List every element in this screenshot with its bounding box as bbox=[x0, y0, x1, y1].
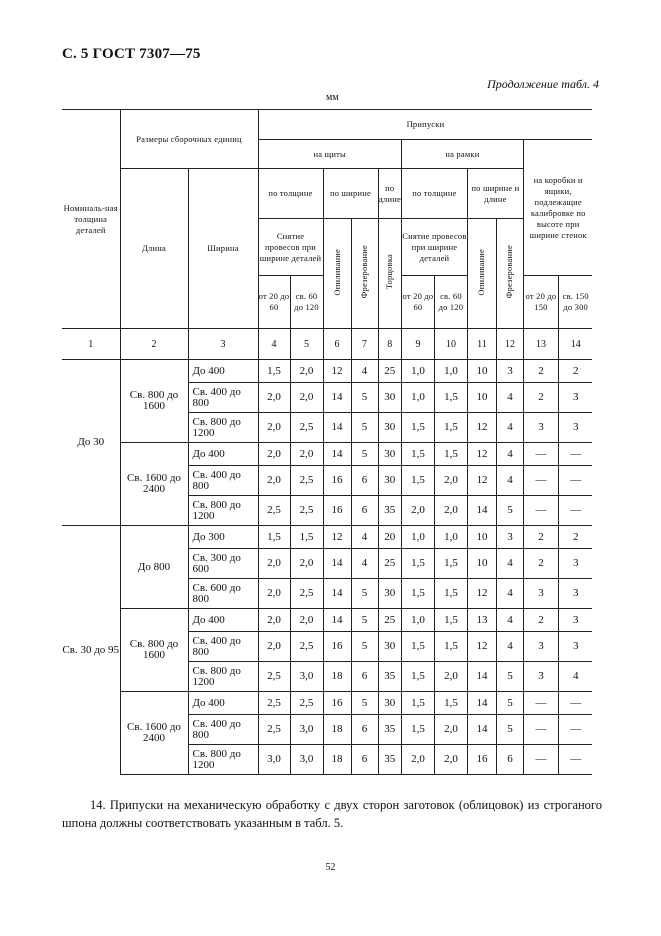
allowance-value-cell: 35 bbox=[378, 496, 401, 526]
allowance-value-cell: 10 bbox=[467, 383, 496, 413]
allowance-value-cell: 2,0 bbox=[434, 745, 467, 775]
allowance-value-cell: 2,0 bbox=[290, 360, 323, 383]
header-width: Ширина bbox=[188, 169, 258, 329]
allowance-value-cell: 6 bbox=[351, 745, 378, 775]
allowance-value-cell: 2 bbox=[558, 360, 592, 383]
allowance-value-cell: 5 bbox=[351, 383, 378, 413]
header-by-width-length-frames: по ширине и длине bbox=[467, 169, 523, 219]
allowance-value-cell: 2 bbox=[523, 549, 558, 579]
allowance-value-cell: 2,0 bbox=[434, 466, 467, 496]
table-continuation-label: Продолжение табл. 4 bbox=[487, 77, 599, 91]
allowance-value-cell: 1,5 bbox=[434, 383, 467, 413]
width-range-cell: Св. 800 до 1200 bbox=[188, 745, 258, 775]
allowance-value-cell: 16 bbox=[467, 745, 496, 775]
column-number: 5 bbox=[290, 329, 323, 360]
allowance-value-cell: 3 bbox=[523, 413, 558, 443]
allowance-value-cell: 6 bbox=[496, 745, 523, 775]
allowance-value-cell: 30 bbox=[378, 466, 401, 496]
allowance-value-cell: 1,5 bbox=[434, 413, 467, 443]
width-range-cell: Св. 300 до 600 bbox=[188, 549, 258, 579]
allowance-value-cell: 2,0 bbox=[401, 745, 434, 775]
allowance-value-cell: 2,5 bbox=[258, 715, 290, 745]
allowance-value-cell: 2 bbox=[523, 383, 558, 413]
allowance-value-cell: 1,5 bbox=[434, 609, 467, 632]
allowance-value-cell: 2,0 bbox=[258, 632, 290, 662]
allowance-value-cell: 14 bbox=[323, 579, 351, 609]
allowance-value-cell: 1,5 bbox=[401, 632, 434, 662]
allowance-value-cell: 14 bbox=[323, 413, 351, 443]
length-range-cell: Св. 800 до 1600 bbox=[120, 609, 188, 692]
header-by-width-panels: по ширине bbox=[323, 169, 378, 219]
allowance-value-cell: 25 bbox=[378, 609, 401, 632]
allowance-value-cell: 12 bbox=[467, 466, 496, 496]
header-on-boxes: на коробки и ящики, подлежащие калибровке по высоте при ширине стенок bbox=[529, 174, 587, 240]
allowance-value-cell: 3 bbox=[496, 526, 523, 549]
allowance-value-cell: 14 bbox=[323, 383, 351, 413]
allowance-value-cell: 12 bbox=[467, 632, 496, 662]
allowance-value-cell: 1,0 bbox=[401, 360, 434, 383]
width-range-cell: До 400 bbox=[188, 360, 258, 383]
allowance-value-cell: 30 bbox=[378, 443, 401, 466]
allowance-value-cell: — bbox=[523, 692, 558, 715]
allowance-value-cell: 4 bbox=[496, 609, 523, 632]
allowance-value-cell: 5 bbox=[351, 692, 378, 715]
allowance-value-cell: 35 bbox=[378, 662, 401, 692]
allowance-value-cell: 3 bbox=[523, 662, 558, 692]
allowance-value-cell: 3,0 bbox=[290, 662, 323, 692]
allowance-value-cell: 5 bbox=[496, 692, 523, 715]
allowance-value-cell: 12 bbox=[467, 579, 496, 609]
allowance-value-cell: 1,5 bbox=[434, 443, 467, 466]
allowance-value-cell: 2,5 bbox=[290, 496, 323, 526]
allowance-value-cell: 2,0 bbox=[290, 443, 323, 466]
allowance-value-cell: 4 bbox=[496, 383, 523, 413]
allowance-value-cell: 1,5 bbox=[434, 579, 467, 609]
allowance-value-cell: 1,5 bbox=[434, 692, 467, 715]
width-range-cell: Св. 400 до 800 bbox=[188, 715, 258, 745]
allowance-value-cell: 16 bbox=[323, 632, 351, 662]
header-length: Длина bbox=[120, 169, 188, 329]
allowance-value-cell: 25 bbox=[378, 360, 401, 383]
header-by-thickness-panels: по толщине bbox=[258, 169, 323, 219]
page-header: С. 5 ГОСТ 7307—75 bbox=[62, 46, 201, 62]
allowance-value-cell: 3 bbox=[558, 413, 592, 443]
width-range-cell: Св. 800 до 1200 bbox=[188, 662, 258, 692]
header-milling-panels: Фрезерование bbox=[359, 245, 369, 299]
allowance-value-cell: 3 bbox=[523, 632, 558, 662]
allowance-value-cell: — bbox=[558, 692, 592, 715]
allowance-value-cell: 2,0 bbox=[290, 549, 323, 579]
units-label: мм bbox=[326, 92, 339, 103]
allowance-value-cell: — bbox=[523, 715, 558, 745]
allowance-value-cell: 4 bbox=[496, 466, 523, 496]
allowance-value-cell: 3,0 bbox=[290, 745, 323, 775]
allowance-value-cell: 5 bbox=[351, 579, 378, 609]
column-number: 3 bbox=[188, 329, 258, 360]
allowance-value-cell: 6 bbox=[351, 662, 378, 692]
allowance-value-cell: 5 bbox=[496, 496, 523, 526]
allowance-value-cell: 2,5 bbox=[290, 413, 323, 443]
allowance-value-cell: 18 bbox=[323, 662, 351, 692]
header-nominal-thickness: Номиналь-ная толщина деталей bbox=[62, 110, 120, 329]
allowance-value-cell: 2,5 bbox=[290, 466, 323, 496]
allowance-value-cell: 2 bbox=[523, 526, 558, 549]
header-overhang-frames: Снятие провесов при ширине деталей bbox=[401, 219, 467, 276]
allowance-value-cell: 4 bbox=[558, 662, 592, 692]
allowance-value-cell: 5 bbox=[351, 609, 378, 632]
allowance-value-cell: 3 bbox=[558, 549, 592, 579]
header-range-60-120-frames: св. 60 до 120 bbox=[434, 276, 467, 329]
column-number-row bbox=[62, 329, 592, 360]
allowance-value-cell: 14 bbox=[467, 692, 496, 715]
header-range-20-150-boxes: от 20 до 150 bbox=[523, 276, 558, 329]
allowance-value-cell: 14 bbox=[323, 549, 351, 579]
allowance-value-cell: 4 bbox=[351, 526, 378, 549]
allowance-value-cell: 2,0 bbox=[434, 662, 467, 692]
allowances-table bbox=[62, 109, 592, 775]
allowance-value-cell: 30 bbox=[378, 692, 401, 715]
allowance-value-cell: 6 bbox=[351, 715, 378, 745]
allowance-value-cell: 5 bbox=[351, 632, 378, 662]
allowance-value-cell: 4 bbox=[496, 632, 523, 662]
header-range-150-300-boxes: св. 150 до 300 bbox=[558, 276, 592, 329]
column-number: 1 bbox=[62, 329, 120, 360]
allowance-value-cell: — bbox=[523, 496, 558, 526]
width-range-cell: Св. 600 до 800 bbox=[188, 579, 258, 609]
width-range-cell: До 400 bbox=[188, 443, 258, 466]
width-range-cell: Св. 800 до 1200 bbox=[188, 496, 258, 526]
allowance-value-cell: — bbox=[558, 715, 592, 745]
allowance-value-cell: 14 bbox=[323, 443, 351, 466]
allowance-value-cell: 12 bbox=[323, 360, 351, 383]
allowance-value-cell: 12 bbox=[467, 443, 496, 466]
column-number: 6 bbox=[323, 329, 351, 360]
header-range-60-120-panels: св. 60 до 120 bbox=[290, 276, 323, 329]
allowance-value-cell: — bbox=[558, 745, 592, 775]
column-number: 14 bbox=[558, 329, 592, 360]
allowance-value-cell: 4 bbox=[351, 549, 378, 579]
header-by-thickness-frames: по толщине bbox=[401, 169, 467, 219]
allowance-value-cell: 1,0 bbox=[434, 360, 467, 383]
allowance-value-cell: 2,5 bbox=[258, 496, 290, 526]
allowance-value-cell: 25 bbox=[378, 549, 401, 579]
allowance-value-cell: 1,5 bbox=[258, 526, 290, 549]
allowance-value-cell: 2 bbox=[523, 360, 558, 383]
allowance-value-cell: 3,0 bbox=[258, 745, 290, 775]
allowance-value-cell: — bbox=[523, 745, 558, 775]
width-range-cell: До 400 bbox=[188, 692, 258, 715]
allowance-value-cell: 30 bbox=[378, 413, 401, 443]
allowance-value-cell: 3 bbox=[558, 609, 592, 632]
allowance-value-cell: 4 bbox=[351, 360, 378, 383]
allowance-value-cell: — bbox=[558, 466, 592, 496]
width-range-cell: До 300 bbox=[188, 526, 258, 549]
allowance-value-cell: 1,5 bbox=[401, 443, 434, 466]
allowance-value-cell: 30 bbox=[378, 632, 401, 662]
allowance-value-cell: 5 bbox=[496, 662, 523, 692]
header-by-length-panels: по длине bbox=[378, 169, 401, 219]
allowance-value-cell: 1,5 bbox=[401, 466, 434, 496]
allowance-value-cell: 2,5 bbox=[290, 579, 323, 609]
header-milling-frames: Фрезерование bbox=[504, 245, 515, 299]
allowance-value-cell: 3 bbox=[558, 383, 592, 413]
allowance-value-cell: 1,0 bbox=[434, 526, 467, 549]
length-range-cell: Св. 1600 до 2400 bbox=[120, 443, 188, 526]
allowance-value-cell: 3 bbox=[558, 579, 592, 609]
allowance-value-cell: 4 bbox=[496, 413, 523, 443]
allowance-value-cell: 1,5 bbox=[258, 360, 290, 383]
allowance-value-cell: 12 bbox=[323, 526, 351, 549]
allowance-value-cell: 2,0 bbox=[434, 715, 467, 745]
allowance-value-cell: 16 bbox=[323, 692, 351, 715]
allowance-value-cell: 1,0 bbox=[401, 526, 434, 549]
allowance-value-cell: 1,5 bbox=[290, 526, 323, 549]
allowance-value-cell: 16 bbox=[323, 466, 351, 496]
header-filing-frames: Опиливание bbox=[476, 248, 487, 296]
column-number: 4 bbox=[258, 329, 290, 360]
allowance-value-cell: 3 bbox=[558, 632, 592, 662]
allowance-value-cell: 3 bbox=[523, 579, 558, 609]
allowance-value-cell: 5 bbox=[496, 715, 523, 745]
header-range-20-60-panels: от 20 до 60 bbox=[258, 276, 290, 329]
allowance-value-cell: 2,0 bbox=[258, 609, 290, 632]
allowance-value-cell: 2,5 bbox=[290, 632, 323, 662]
allowance-value-cell: 35 bbox=[378, 715, 401, 745]
width-range-cell: Св. 800 до 1200 bbox=[188, 413, 258, 443]
nominal-thickness-cell: До 30 bbox=[62, 360, 120, 526]
header-on-panels: на щиты bbox=[258, 140, 401, 169]
table-row bbox=[62, 443, 592, 466]
length-range-cell: Св. 800 до 1600 bbox=[120, 360, 188, 443]
width-range-cell: Св. 400 до 800 bbox=[188, 632, 258, 662]
allowance-value-cell: — bbox=[523, 443, 558, 466]
allowance-value-cell: 30 bbox=[378, 383, 401, 413]
allowance-value-cell: 4 bbox=[496, 443, 523, 466]
allowance-value-cell: 1,0 bbox=[401, 383, 434, 413]
allowance-value-cell: 2 bbox=[523, 609, 558, 632]
column-number: 2 bbox=[120, 329, 188, 360]
allowance-value-cell: 2,5 bbox=[258, 662, 290, 692]
allowance-value-cell: 2,0 bbox=[258, 413, 290, 443]
header-allowances: Припуски bbox=[258, 110, 592, 140]
table-row bbox=[62, 360, 592, 383]
allowance-value-cell: 2,0 bbox=[290, 383, 323, 413]
allowance-value-cell: 2,0 bbox=[290, 609, 323, 632]
length-range-cell: Св. 1600 до 2400 bbox=[120, 692, 188, 775]
allowance-value-cell: 1,5 bbox=[401, 549, 434, 579]
table-row bbox=[62, 692, 592, 715]
nominal-thickness-cell: Св. 30 до 95 bbox=[62, 526, 120, 775]
column-number: 8 bbox=[378, 329, 401, 360]
allowance-value-cell: 2 bbox=[558, 526, 592, 549]
allowance-value-cell: 12 bbox=[467, 413, 496, 443]
column-number: 13 bbox=[523, 329, 558, 360]
allowance-value-cell: — bbox=[558, 496, 592, 526]
allowance-value-cell: 2,0 bbox=[258, 443, 290, 466]
table-row bbox=[62, 526, 592, 549]
allowance-value-cell: 14 bbox=[467, 496, 496, 526]
allowance-value-cell: 6 bbox=[351, 466, 378, 496]
allowance-value-cell: 3 bbox=[496, 360, 523, 383]
allowance-value-cell: 3,0 bbox=[290, 715, 323, 745]
column-number: 11 bbox=[467, 329, 496, 360]
header-end-cut: Торцовка bbox=[384, 254, 395, 290]
allowance-value-cell: 16 bbox=[323, 496, 351, 526]
allowance-value-cell: 1,5 bbox=[401, 579, 434, 609]
allowance-value-cell: 14 bbox=[323, 609, 351, 632]
allowance-value-cell: 20 bbox=[378, 526, 401, 549]
width-range-cell: Св. 400 до 800 bbox=[188, 383, 258, 413]
allowance-value-cell: 1,0 bbox=[401, 609, 434, 632]
table-row bbox=[62, 609, 592, 632]
allowance-value-cell: 1,5 bbox=[434, 549, 467, 579]
allowance-value-cell: — bbox=[558, 443, 592, 466]
allowance-value-cell: 4 bbox=[496, 579, 523, 609]
length-range-cell: До 800 bbox=[120, 526, 188, 609]
allowance-value-cell: 5 bbox=[351, 413, 378, 443]
allowance-value-cell: 10 bbox=[467, 549, 496, 579]
allowance-value-cell: 35 bbox=[378, 745, 401, 775]
allowance-value-cell: 4 bbox=[496, 549, 523, 579]
allowance-value-cell: 2,0 bbox=[434, 496, 467, 526]
allowance-value-cell: 10 bbox=[467, 526, 496, 549]
allowance-value-cell: 1,5 bbox=[401, 715, 434, 745]
column-number: 9 bbox=[401, 329, 434, 360]
allowance-value-cell: 18 bbox=[323, 745, 351, 775]
allowance-value-cell: 10 bbox=[467, 360, 496, 383]
allowance-value-cell: 5 bbox=[351, 443, 378, 466]
header-assembly-sizes: Размеры сборочных единиц bbox=[120, 110, 258, 169]
column-number: 7 bbox=[351, 329, 378, 360]
header-on-frames: на рамки bbox=[401, 140, 523, 169]
allowance-value-cell: 2,0 bbox=[258, 579, 290, 609]
allowance-value-cell: 2,5 bbox=[258, 692, 290, 715]
width-range-cell: Св. 400 до 800 bbox=[188, 466, 258, 496]
allowance-value-cell: 18 bbox=[323, 715, 351, 745]
allowance-value-cell: 2,0 bbox=[401, 496, 434, 526]
width-range-cell: До 400 bbox=[188, 609, 258, 632]
allowance-value-cell: 1,5 bbox=[401, 413, 434, 443]
allowance-value-cell: 2,0 bbox=[258, 466, 290, 496]
paragraph-14: 14. Припуски на механическую обработку с двух сторон заготовок (облицовок) из строганого шпона должны соответствовать указанным в табл. 5. bbox=[62, 798, 602, 830]
allowance-value-cell: 2,0 bbox=[258, 549, 290, 579]
allowance-value-cell: 2,5 bbox=[290, 692, 323, 715]
allowance-value-cell: 30 bbox=[378, 579, 401, 609]
allowance-value-cell: 14 bbox=[467, 715, 496, 745]
allowance-value-cell: 6 bbox=[351, 496, 378, 526]
allowance-value-cell: 13 bbox=[467, 609, 496, 632]
header-filing-panels: Опиливание bbox=[331, 248, 342, 296]
header-overhang-panels: Снятие провесов при ширине деталей bbox=[258, 219, 323, 276]
allowance-value-cell: 1,5 bbox=[401, 692, 434, 715]
allowance-value-cell: 2,0 bbox=[258, 383, 290, 413]
page-number: 52 bbox=[325, 862, 336, 873]
column-number: 10 bbox=[434, 329, 467, 360]
column-number: 12 bbox=[496, 329, 523, 360]
allowance-value-cell: 1,5 bbox=[434, 632, 467, 662]
header-range-20-60-frames: от 20 до 60 bbox=[401, 276, 434, 329]
allowance-value-cell: 1,5 bbox=[401, 662, 434, 692]
allowance-value-cell: — bbox=[523, 466, 558, 496]
allowance-value-cell: 14 bbox=[467, 662, 496, 692]
